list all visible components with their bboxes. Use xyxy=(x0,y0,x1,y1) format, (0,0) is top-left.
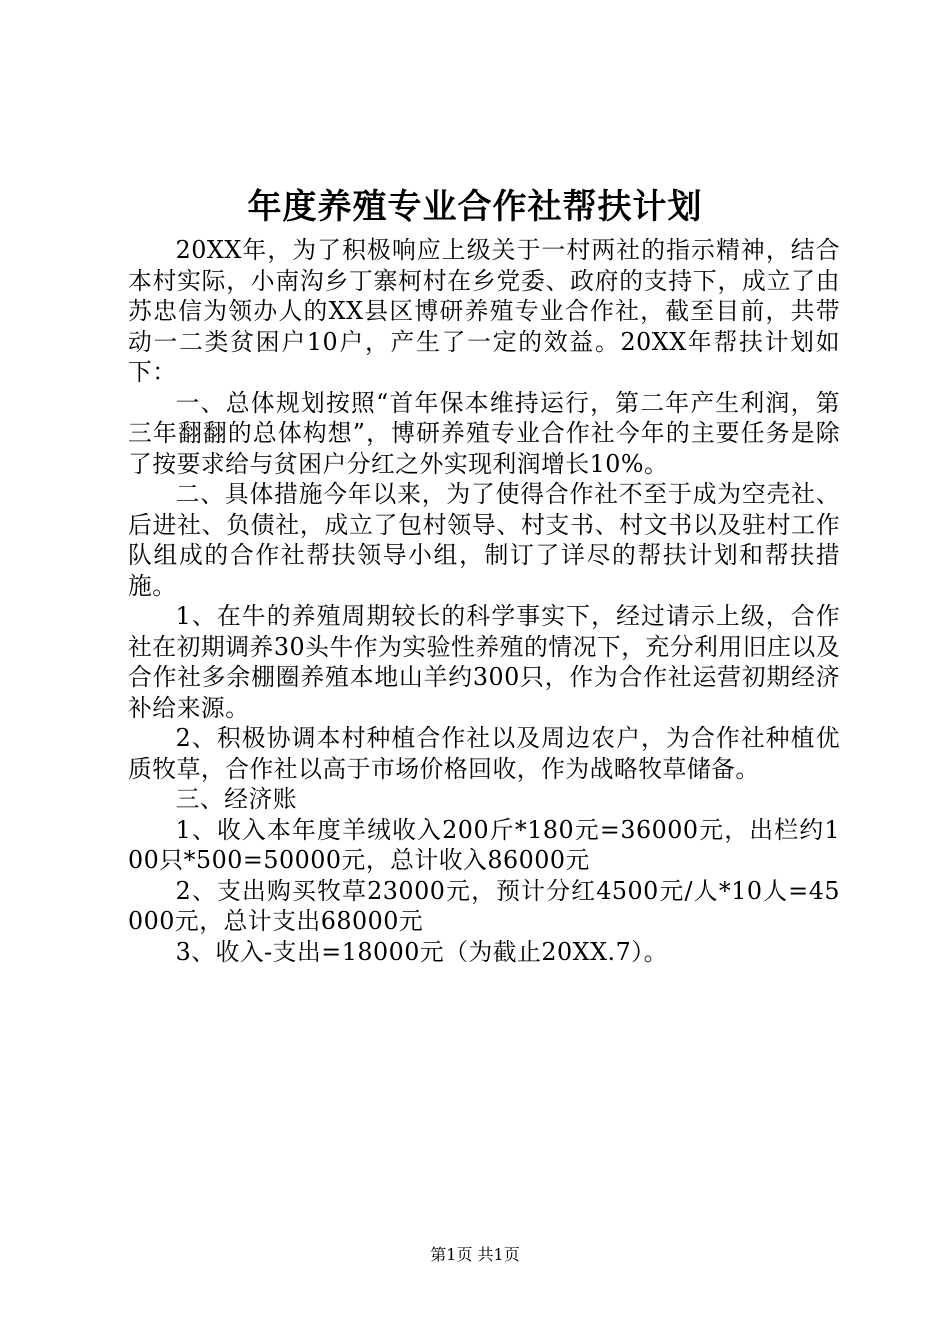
page-footer: 第1页 共1页 xyxy=(430,1245,520,1264)
document-title: 年度养殖专业合作社帮扶计划 xyxy=(247,187,703,227)
paragraph-measures: 二、具体措施今年以来，为了使得合作社不至于成为空壳社、后进社、负债社，成立了包村领导、村支书、村文书以及驻村工作队组成的合作社帮扶领导小组，制订了详尽的帮扶计划和帮扶措施。 xyxy=(128,480,840,600)
paragraph-intro: 20XX年，为了积极响应上级关于一村两社的指示精神，结合本村实际，小南沟乡丁寨柯村在乡党委、政府的支持下，成立了由苏忠信为领办人的XX县区博研养殖专业合作社，截至目前，共带动一二类贫困户10户，产生了一定的效益。20XX年帮扶计划如下： xyxy=(128,236,840,386)
paragraph-economics-heading: 三、经济账 xyxy=(175,785,298,813)
paragraph-measure-2: 2、积极协调本村种植合作社以及周边农户，为合作社种植优质牧草，合作社以高于市场价格回收，作为战略牧草储备。 xyxy=(128,724,840,783)
document-body xyxy=(128,235,840,967)
paragraph-measure-1: 1、在牛的养殖周期较长的科学事实下，经过请示上级，合作社在初期调养30头牛作为实验性养殖的情况下，充分利用旧庄以及合作社多余棚圈养殖本地山羊约300只，作为合作社运营初期经济补给来源。 xyxy=(128,602,840,722)
paragraph-income: 1、收入本年度羊绒收入200斤*180元=36000元，出栏约100只*500=50000元，总计收入86000元 xyxy=(128,815,840,874)
paragraph-expense: 2、支出购买牧草23000元，预计分红4500元/人*10人=45000元，总计支出68000元 xyxy=(128,876,840,935)
paragraph-overall-plan: 一、总体规划按照“首年保本维持运行，第二年产生利润，第三年翻翻的总体构想”，博研养殖专业合作社今年的主要任务是除了按要求给与贫困户分红之外实现利润增长10%。 xyxy=(128,388,840,478)
paragraph-balance: 3、收入-支出=18000元（为截止20XX.7）。 xyxy=(175,937,668,966)
